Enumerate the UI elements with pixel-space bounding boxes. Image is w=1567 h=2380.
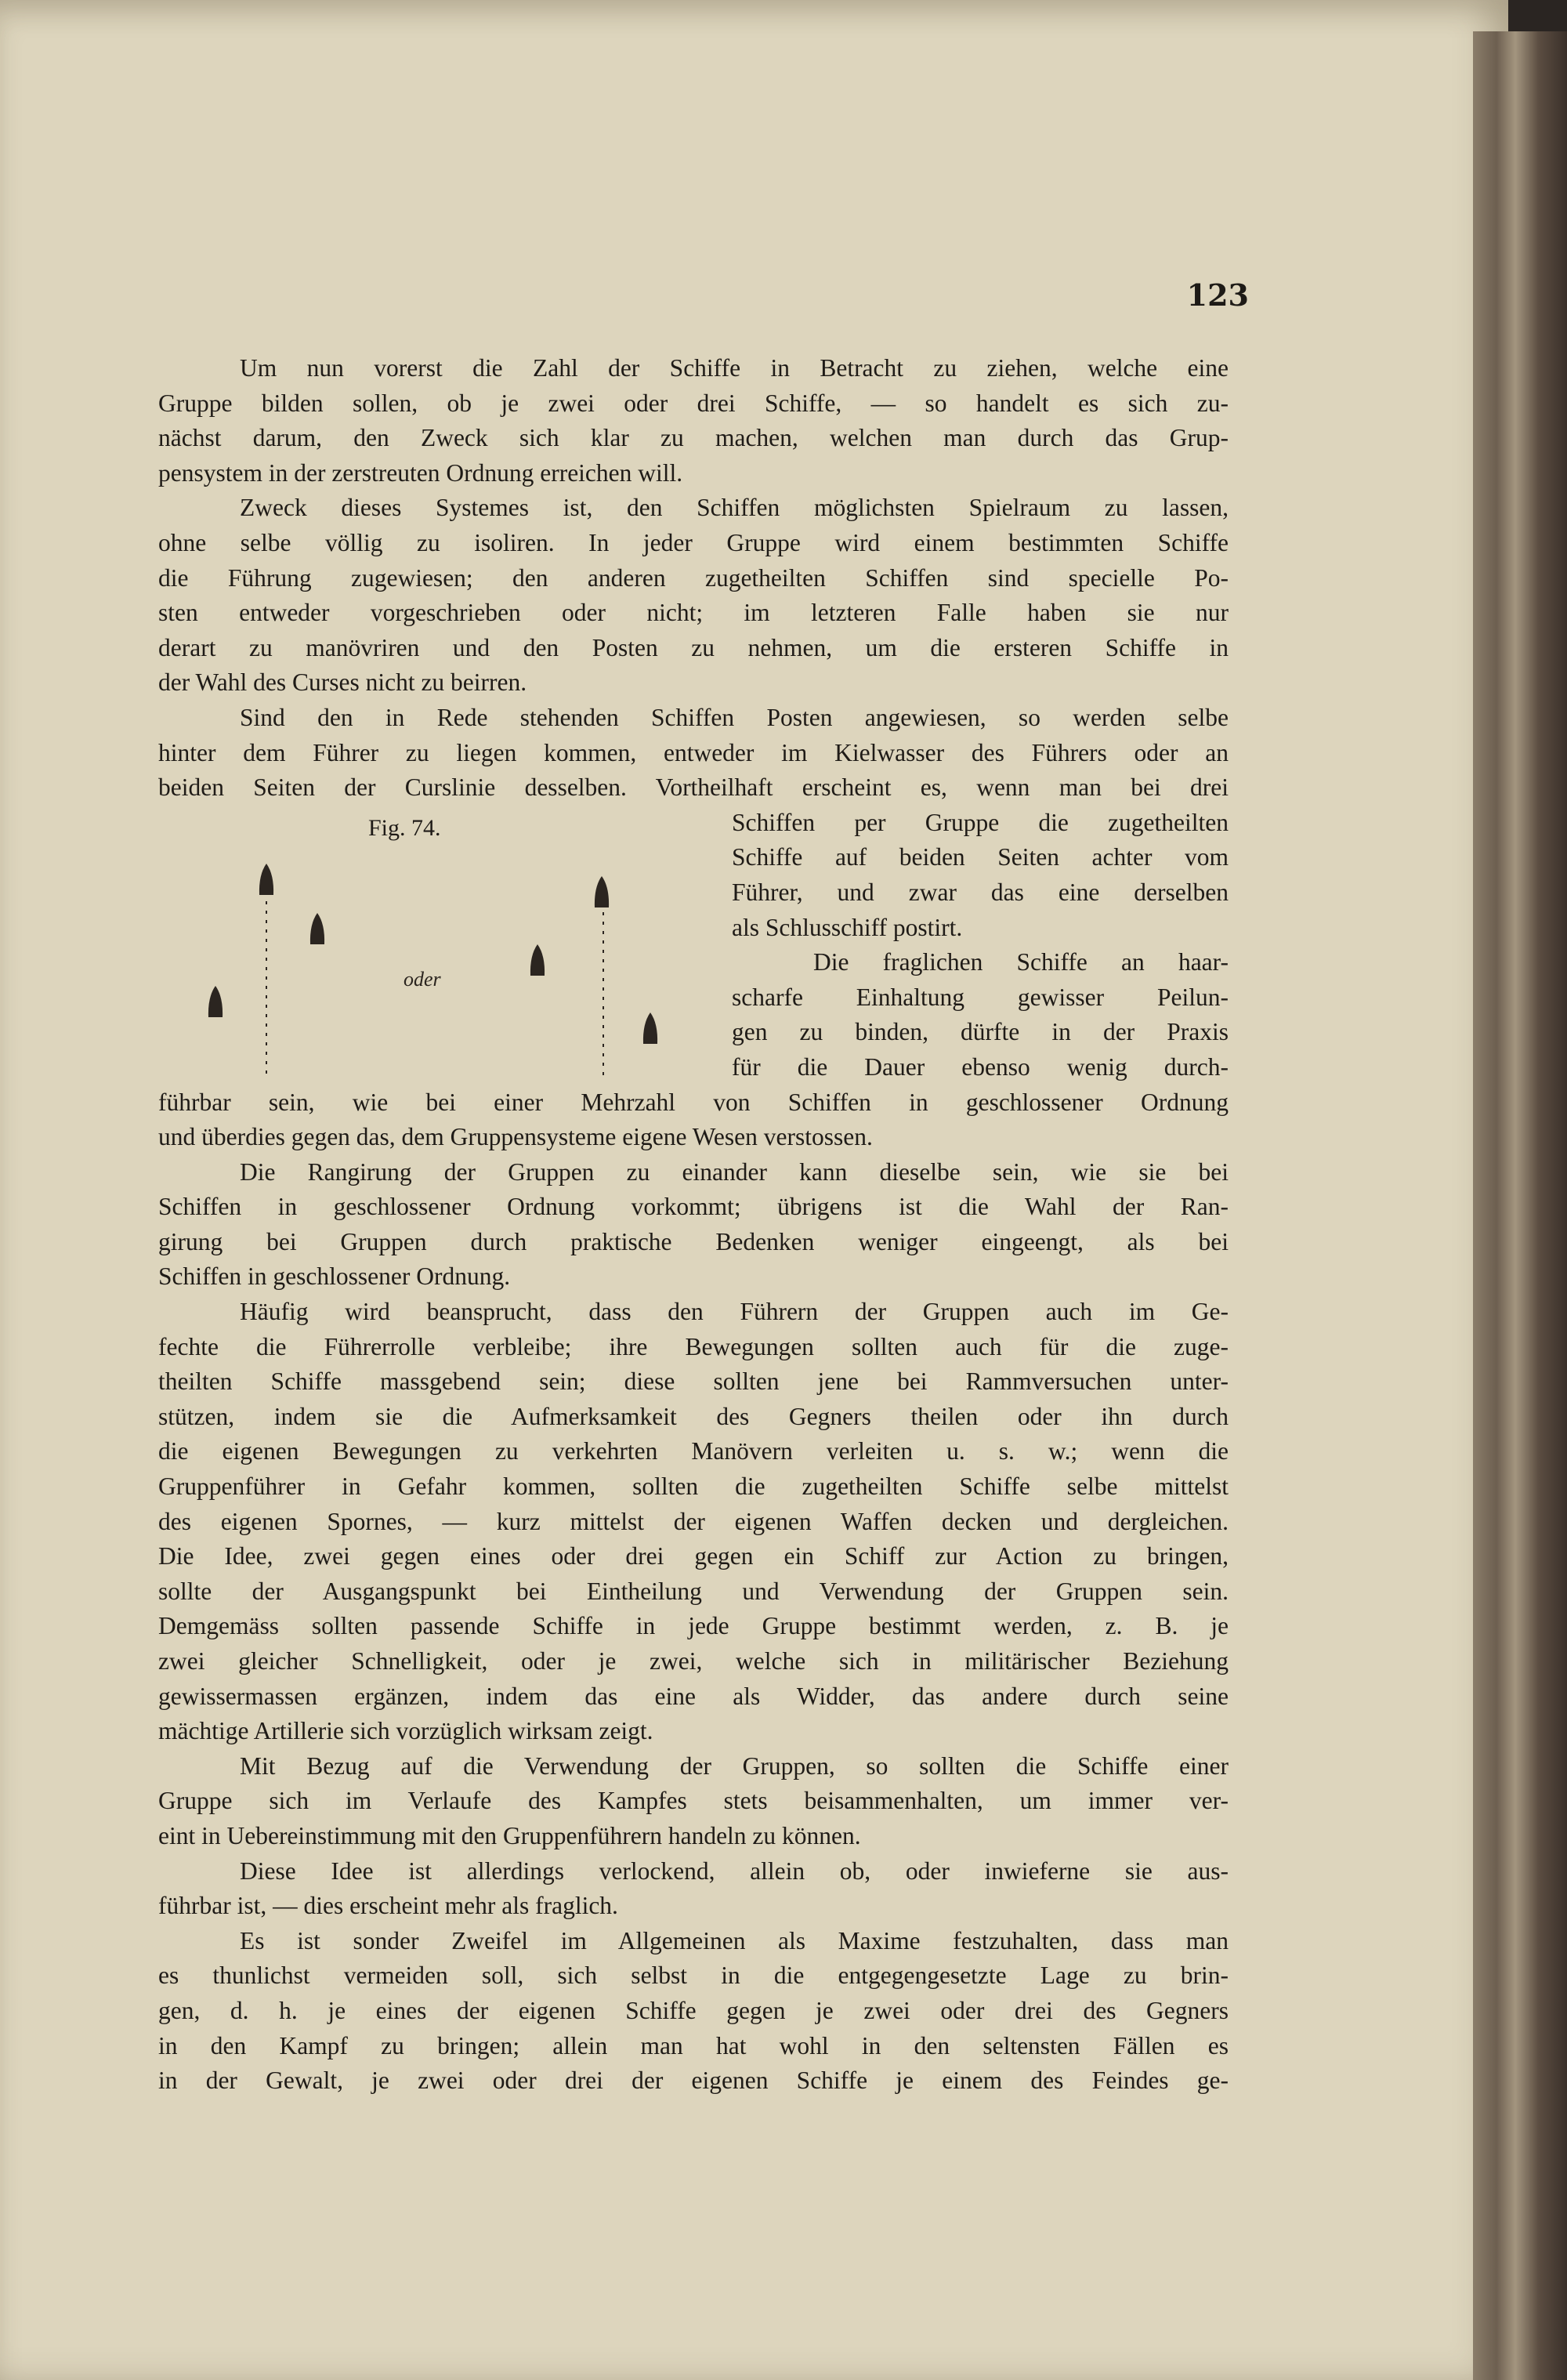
text-line: Schiffe auf beiden Seiten achter vom [732,843,1229,871]
text-line: Häufig wird beansprucht, dass den Führern der Gruppen auch im Ge- [240,1298,1229,1326]
text-line: fechte die Führerrolle verbleibe; ihre Bewegungen sollten auch für die zuge- [158,1332,1229,1360]
text-line: gewissermassen ergänzen, indem das eine als Widder, das andere durch seine [158,1682,1229,1710]
text-line: stützen, indem sie die Aufmerksamkeit des Gegners theilen oder ihn durch [158,1402,1229,1430]
text-line: pensystem in der zerstreuten Ordnung erreichen will. [158,458,683,487]
text-line: Gruppe bilden sollen, ob je zwei oder drei Schiffe, — so handelt es sich zu- [158,389,1229,417]
text-line: Um nun vorerst die Zahl der Schiffe in Betracht zu ziehen, welche eine [240,354,1229,382]
text-line: es thunlichst vermeiden soll, sich selbst in die entgegengesetzte Lage zu brin- [158,1962,1229,1990]
text-line: sten entweder vorgeschrieben oder nicht; im letzteren Falle haben sie nur [158,599,1229,627]
text-line: Schiffen in geschlossener Ordnung vorkommt; übrigens ist die Wahl der Ran- [158,1193,1229,1221]
text-line: als Schlusschiff postirt. [732,913,963,941]
text-line: Zweck dieses Systemes ist, den Schiffen möglichsten Spielraum zu lassen, [240,494,1229,522]
text-line: girung bei Gruppen durch praktische Bedenken weniger eingeengt, als bei [158,1227,1229,1255]
text-line: Demgemäss sollten passende Schiffe in jede Gruppe bestimmt werden, z. B. je [158,1612,1229,1640]
text-line: ohne selbe völlig zu isoliren. In jeder Gruppe wird einem bestimmten Schiffe [158,528,1229,556]
text-line: Führer, und zwar das eine derselben [732,878,1229,906]
text-line: Die Idee, zwei gegen eines oder drei gegen ein Schiff zur Action zu bringen, [158,1542,1229,1570]
text-line: beiden Seiten der Curslinie desselben. Vortheilhaft erscheint es, wenn man bei drei [158,773,1229,802]
text-line: in der Gewalt, je zwei oder drei der eigenen Schiffe je einem des Feindes ge- [158,2067,1229,2095]
text-line: gen, d. h. je eines der eigenen Schiffe gegen je zwei oder drei des Gegners [158,1996,1229,2024]
figure-caption: Fig. 74. [368,815,441,841]
text-line: nächst darum, den Zweck sich klar zu machen, welchen man durch das Grup- [158,424,1229,452]
text-line: Schiffen in geschlossener Ordnung. [158,1262,511,1291]
text-line: die eigenen Bewegungen zu verkehrten Manövern verleiten u. s. w.; wenn die [158,1437,1229,1465]
ship-icon [643,1012,657,1044]
text-line: Diese Idee ist allerdings verlockend, allein ob, oder inwieferne sie aus- [240,1857,1229,1885]
text-line: sollte der Ausgangspunkt bei Eintheilung und Verwendung der Gruppen sein. [158,1577,1229,1605]
text-line: theilten Schiffe massgebend sein; diese sollten jene bei Rammversuchen unter- [158,1368,1229,1396]
text-line: der Wahl des Curses nicht zu beirren. [158,668,527,697]
text-line: Gruppenführer in Gefahr kommen, sollten die zugetheilten Schiffe selbe mittelst [158,1473,1229,1501]
ship-icon [208,986,223,1017]
text-line: Die fraglichen Schiffe an haar- [813,948,1229,976]
text-line: und überdies gegen das, dem Gruppensysteme eigene Wesen verstossen. [158,1123,873,1151]
figure-74 [188,815,705,1097]
text-line: derart zu manövriren und den Posten zu nehmen, um die ersteren Schiffe in [158,633,1229,661]
text-line: Die Rangirung der Gruppen zu einander kann dieselbe sein, wie sie bei [240,1157,1229,1186]
ship-icon [530,944,545,976]
text-line: führbar sein, wie bei einer Mehrzahl von Schiffen in geschlossener Ordnung [158,1088,1229,1116]
text-line: zwei gleicher Schnelligkeit, oder je zwei, welche sich in militärischer Beziehung [158,1647,1229,1675]
text-line: scharfe Einhaltung gewisser Peilun- [732,983,1229,1011]
ship-icon [595,876,609,907]
text-line: Schiffen per Gruppe die zugetheilten [732,808,1229,836]
body-text [158,351,1229,2099]
text-line: hinter dem Führer zu liegen kommen, entweder im Kielwasser des Führers oder an [158,738,1229,766]
text-line: des eigenen Spornes, — kurz mittelst der eigenen Waffen decken und dergleichen. [158,1507,1229,1535]
ship-icon [310,913,324,944]
text-line: in den Kampf zu bringen; allein man hat wohl in den seltensten Fällen es [158,2031,1229,2059]
text-line: gen zu binden, dürfte in der Praxis [732,1018,1229,1046]
text-line: mächtige Artillerie sich vorzüglich wirksam zeigt. [158,1717,653,1745]
page-number: 123 [1186,277,1249,313]
text-line: führbar ist, — dies erscheint mehr als fraglich. [158,1892,618,1920]
ship-icon [259,864,273,895]
text-line: Gruppe sich im Verlaufe des Kampfes stets beisammenhalten, um immer ver- [158,1787,1229,1815]
text-line: Es ist sonder Zweifel im Allgemeinen als Maxime festzuhalten, dass man [240,1926,1229,1954]
text-line: die Führung zugewiesen; den anderen zugetheilten Schiffen sind specielle Po- [158,563,1229,592]
figure-label-oder: oder [404,968,441,991]
ship-formation-diagram [188,815,705,1097]
book-edge [1473,31,1567,2380]
text-line: für die Dauer ebenso wenig durch- [732,1052,1229,1081]
text-line: eint in Uebereinstimmung mit den Gruppenführern handeln zu können. [158,1821,861,1849]
text-line: Mit Bezug auf die Verwendung der Gruppen, so sollten die Schiffe einer [240,1751,1229,1780]
text-line: Sind den in Rede stehenden Schiffen Posten angewiesen, so werden selbe [240,703,1229,731]
